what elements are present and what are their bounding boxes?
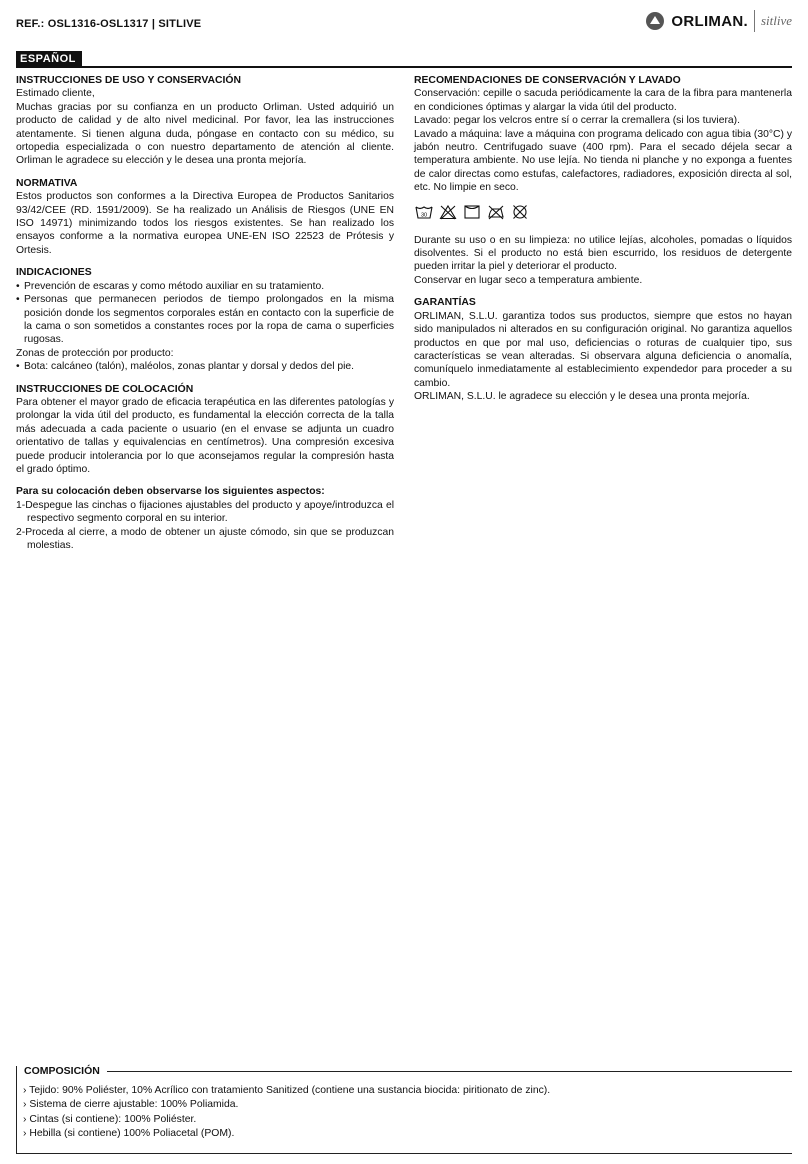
list-item: • Bota: calcáneo (talón), maléolos, zonas plantar y dorsal y dedos del pie. xyxy=(16,360,394,373)
right-column xyxy=(414,74,792,404)
section-title: INSTRUCCIONES DE COLOCACIÓN xyxy=(16,383,194,395)
indications-list xyxy=(16,280,394,347)
paragraph: Muchas gracias por su confianza en un producto Orliman. Usted adquirió un producto de calidad y de alto nivel medicinal. Por favor, lea las instrucciones atentamente. Si tienen alguna duda, póngase en contacto con su médico, su ortopedia especializada o con nuestro departamento de atención al cliente. Orliman le agradece su elección y le desea una pronta mejoría. xyxy=(16,101,394,167)
logo-divider xyxy=(754,10,755,32)
section-colocacion xyxy=(16,383,394,553)
section-title: NORMATIVA xyxy=(16,177,78,189)
list-item: 1-Despegue las cinchas o fijaciones ajustables del producto y apoye/introduzca el respectivo segmento corporal en su interior. xyxy=(16,499,394,525)
section-title: INDICACIONES xyxy=(16,267,92,279)
section-title: INSTRUCCIONES DE USO Y CONSERVACIÓN xyxy=(16,75,241,86)
section-conservacion xyxy=(414,74,792,287)
greeting: Estimado cliente, xyxy=(16,88,95,100)
paragraph: Lavado a máquina: lave a máquina con programa delicado con agua tibia (30°C) y jabón neutro. Centrifugado suave (400 rpm). Para el secado déjela secar a temperatura ambiente. No use lejía. No tienda ni planche y no exponga a fuentes de calor directas como estufas, calefactores, radiadores, exposición directa al sol, etc. No limpie en seco. xyxy=(414,128,792,194)
zones-label: Zonas de protección por producto: xyxy=(16,347,174,359)
paragraph: Conservar en lugar seco a temperatura ambiente. xyxy=(414,274,643,286)
paragraph: Conservación: cepille o sacuda periódicamente la cara de la fibra para mantenerla en condiciones óptimas y alargar la vida útil del producto. xyxy=(414,88,792,113)
list-item: • Personas que permanecen periodos de tiempo prolongados en la misma posición donde los segmentos corporales están en contacto con la superficie de la cama o son sometidos a constantes roces por la ropa de cama o superficies rugosas. xyxy=(16,293,394,347)
paragraph: Estos productos son conformes a la Directiva Europea de Productos Sanitarios 93/42/CEE (RD. 1591/2009). Se ha realizado un Análisis de Riesgos (UNE EN ISO 14971) minimizando todos los riesgos existentes. Se han realizado los ensayos conforme a la normativa europea UNE-EN ISO 22523 de Prótesis y Ortesis. xyxy=(16,191,394,256)
no-dry-clean-icon xyxy=(511,204,529,220)
section-garantias xyxy=(414,296,792,403)
left-column xyxy=(16,74,394,561)
list-item: 2-Proceda al cierre, a modo de obtener un ajuste cómodo, sin que se produzcan molestias. xyxy=(16,526,394,551)
orliman-logo-icon xyxy=(645,11,665,31)
steps-list xyxy=(16,499,394,553)
brand-name: ORLIMAN. xyxy=(671,12,748,30)
sub-brand: sitlive xyxy=(760,13,792,28)
list-item: › Hebilla (si contiene) 100% Poliacetal (POM). xyxy=(23,1127,550,1141)
care-symbols xyxy=(415,204,792,220)
wash-30-icon xyxy=(415,204,433,220)
no-iron-icon xyxy=(487,204,505,220)
section-indicaciones xyxy=(16,266,394,373)
no-bleach-icon xyxy=(439,204,457,220)
list-item: • Prevención de escaras y como método auxiliar en su tratamiento. xyxy=(16,280,394,293)
section-uso xyxy=(16,74,394,168)
section-title: RECOMENDACIONES DE CONSERVACIÓN Y LAVADO xyxy=(414,75,681,86)
paragraph: Para obtener el mayor grado de eficacia terapéutica en las diferentes patologías y prolongar la vida útil del producto, es fundamental la elección correcta de la talla más adecuada a cada paciente o usuario (en el envase se adjunta un cuadro orientativo de tallas y equivalencias en centímetros). Una compresión excesiva puede producir intolerancia por lo que aconsejamos regular la compresión hasta el grado óptimo. xyxy=(16,396,394,475)
paragraph: ORLIMAN, S.L.U. garantiza todos sus productos, siempre que estos no hayan sido manipulados ni alterados en su configuración original. No garantiza aquellos productos en que por mal uso, deficiencias o roturas de cualquier tipo, sus características se vean alteradas. Si observara alguna deficiencia o anomalía, comuníquelo inmediatamente al establecimiento expendedor para proceder a su cambio. xyxy=(414,310,792,389)
aspects-title: Para su colocación deben observarse los siguientes aspectos: xyxy=(16,486,325,498)
hang-dry-icon xyxy=(463,204,481,220)
paragraph: Lavado: pegar los velcros entre sí o cerrar la cremallera (si los tuviera). xyxy=(414,115,740,127)
language-badge: ESPAÑOL xyxy=(16,51,82,67)
composition-rule xyxy=(107,1071,792,1072)
composition-box xyxy=(16,1066,792,1154)
list-item: › Sistema de cierre ajustable: 100% Poliamida. xyxy=(23,1098,550,1112)
zones-list xyxy=(16,360,394,373)
svg-text:30: 30 xyxy=(420,212,428,219)
list-item: › Cintas (si contiene): 100% Poliéster. xyxy=(23,1113,550,1127)
list-item: › Tejido: 90% Poliéster, 10% Acrílico con tratamiento Sanitized (contiene una sustancia biocida: piritionato de zinc). xyxy=(23,1084,550,1098)
composition-title: COMPOSICIÓN xyxy=(24,1065,100,1077)
paragraph: ORLIMAN, S.L.U. le agradece su elección y le desea una pronta mejoría. xyxy=(414,391,750,403)
section-title: GARANTÍAS xyxy=(414,297,476,309)
reference-code: REF.: OSL1316-OSL1317 | SITLIVE xyxy=(16,18,202,30)
section-normativa xyxy=(16,177,394,257)
composition-list xyxy=(23,1084,550,1142)
paragraph: Durante su uso o en su limpieza: no utilice lejías, alcoholes, pomadas o líquidos disolventes. Si el producto no está bien escurrido, los residuos de detergente pueden irritar la piel y deteriorar el producto. xyxy=(414,234,792,273)
orliman-logo xyxy=(645,10,792,32)
header-rule xyxy=(16,66,792,68)
